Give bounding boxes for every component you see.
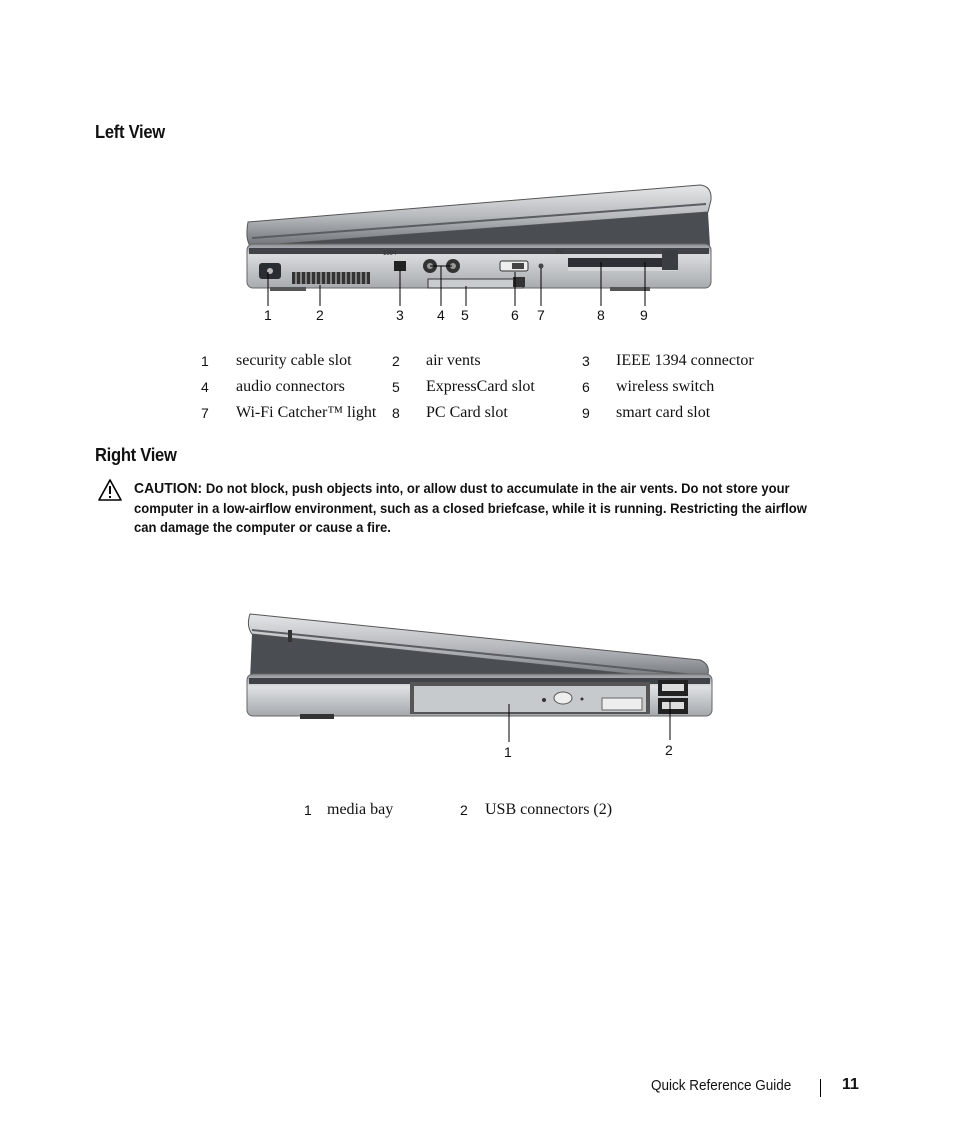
left-callout-2: 2 — [316, 307, 324, 323]
left-callout-6: 6 — [511, 307, 519, 323]
left-callout-7: 7 — [537, 307, 545, 323]
legend-number: 5 — [392, 379, 400, 395]
caution-text: can damage the computer or cause a fire. — [134, 519, 391, 535]
right-view-legend — [304, 797, 612, 823]
left-callout-3: 3 — [396, 307, 404, 323]
caution-label: CAUTION: — [134, 480, 203, 497]
legend-number: 3 — [582, 353, 590, 369]
legend-label: PC Card slot — [426, 404, 508, 421]
legend-number: 2 — [392, 353, 400, 369]
footer-guide-title: Quick Reference Guide — [651, 1077, 792, 1094]
legend-label: air vents — [426, 352, 481, 369]
left-view-laptop-image — [0, 0, 954, 340]
legend-number: 1 — [201, 353, 209, 369]
legend-label: smart card slot — [616, 404, 711, 421]
caution-icon — [97, 478, 123, 502]
right-callout-1: 1 — [504, 744, 512, 760]
caution-notice — [134, 479, 841, 538]
legend-row — [201, 400, 754, 426]
legend-number: 7 — [201, 405, 209, 421]
right-view-laptop-image — [0, 600, 954, 800]
legend-label: Wi-Fi Catcher™ light — [236, 404, 377, 421]
legend-label: audio connectors — [236, 378, 345, 395]
left-callout-8: 8 — [597, 307, 605, 323]
legend-label: security cable slot — [236, 352, 352, 369]
legend-row — [304, 797, 612, 823]
footer-divider — [820, 1079, 821, 1097]
legend-label: media bay — [327, 801, 394, 818]
legend-number: 4 — [201, 379, 209, 395]
legend-row — [201, 348, 754, 374]
legend-row — [201, 374, 754, 400]
caution-text: Do not block, push objects into, or allow dust to accumulate in the air vents. Do not store your — [205, 480, 790, 496]
legend-number: 6 — [582, 379, 590, 395]
legend-label: wireless switch — [616, 378, 715, 395]
left-callout-1: 1 — [264, 307, 272, 323]
ieee-port-label: 1394 — [383, 251, 397, 257]
legend-number: 2 — [460, 802, 468, 818]
left-view-legend — [201, 348, 754, 426]
legend-number: 9 — [582, 405, 590, 421]
page-number: 11 — [842, 1076, 859, 1093]
left-callout-4: 4 — [437, 307, 445, 323]
left-callout-5: 5 — [461, 307, 469, 323]
legend-label: USB connectors (2) — [485, 801, 613, 818]
left-view-heading: Left View — [95, 122, 165, 142]
right-view-heading: Right View — [95, 445, 177, 465]
legend-number: 1 — [304, 802, 312, 818]
legend-label: IEEE 1394 connector — [616, 352, 754, 369]
legend-label: ExpressCard slot — [426, 378, 535, 395]
pc-card-label: PC — [556, 250, 565, 256]
legend-number: 8 — [392, 405, 400, 421]
right-callout-2: 2 — [665, 742, 673, 758]
caution-text: computer in a low-airflow environment, such as a closed briefcase, while it is running. Restricting the airflow — [134, 499, 807, 516]
left-callout-9: 9 — [640, 307, 648, 323]
